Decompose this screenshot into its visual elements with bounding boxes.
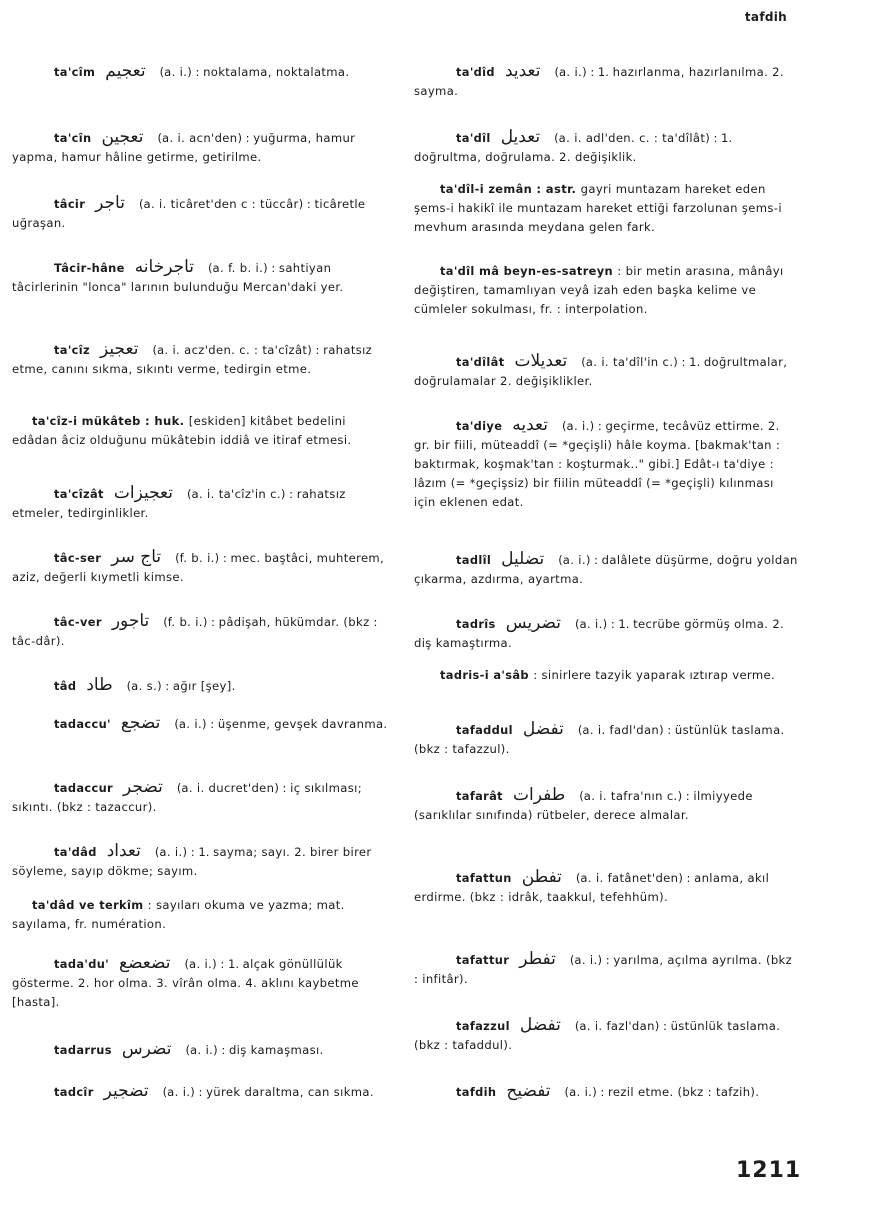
dictionary-entry [12, 676, 390, 696]
dictionary-entry [12, 1082, 390, 1102]
entry-arabic-script: تفطر [519, 949, 556, 969]
entry-arabic-script: تفضل [519, 1015, 561, 1035]
entry-arabic-script: تاجرخانه [134, 257, 195, 277]
entry-definition: (a. i. fadl'dan) : üstünlük taslama. (bkz : tafazzul). [414, 723, 785, 756]
entry-headword: tadlîl [456, 553, 492, 567]
entry-definition: (a. i. adl'den. c. : ta'dîlât) : 1. doğrultma, doğrulama. 2. değişiklik. [414, 131, 733, 164]
dictionary-entry [414, 352, 798, 391]
entry-arabic-script: تضعضع [119, 953, 171, 973]
entry-headword: ta'dâd [54, 845, 97, 859]
entry-headword: tafattun [456, 871, 512, 885]
entry-arabic-script: تفطن [521, 867, 562, 887]
entry-definition: (a. i. ta'dîl'in c.) : 1. doğrultmalar, doğrulamalar 2. değişiklikler. [414, 355, 788, 388]
entry-headword: tafattur [456, 953, 510, 967]
entry-definition: (a. i. acz'den. c. : ta'cîzât) : rahatsız etme, canını sıkma, sıkıntı verme, tedirgin etme. [12, 343, 373, 376]
entry-definition: (a. i.) : noktalama, noktalatma. [159, 65, 350, 79]
entry-headword: tada'du' [54, 957, 110, 971]
entry-arabic-script: طفرات [512, 785, 566, 805]
entry-definition: (a. i. ticâret'den c : tüccâr) : ticâretle uğraşan. [12, 197, 366, 230]
entry-definition: (a. i.) : 1. tecrübe görmüş olma. 2. diş kamaştırma. [414, 617, 785, 650]
entry-headword: ta'dîd [456, 65, 495, 79]
entry-definition: (a. i. fazl'dan) : üstünlük taslama. (bkz : tafaddul). [414, 1019, 781, 1052]
entry-headword: tafazzul [456, 1019, 510, 1033]
entry-arabic-script: تضريس [505, 613, 561, 633]
entry-arabic-script: تضجر [123, 777, 163, 797]
entry-definition: (a. s.) : ağır [şey]. [126, 679, 236, 693]
entry-definition: : sayıları okuma ve yazma; mat. sayılama, fr. numération. [12, 898, 345, 931]
entry-definition: (a. i.) : 1. alçak gönüllülük gösterme. 2. hor olma. 3. vîrân olma. 4. aklını kaybetme [hasta]. [12, 957, 359, 1009]
dictionary-entry [12, 62, 390, 82]
dictionary-entry [12, 340, 390, 379]
dictionary-entry [12, 258, 390, 297]
dictionary-entry [414, 1082, 798, 1102]
entry-domain-abbr: : huk. [144, 414, 189, 428]
page-number: 1211 [736, 1158, 802, 1183]
entry-headword: Tâcir-hâne [54, 261, 125, 275]
entry-headword: ta'cîz [54, 343, 91, 357]
entry-subheadword: ta'cîz-i mükâteb [32, 414, 145, 428]
entry-headword: ta'dîl [456, 131, 491, 145]
entry-arabic-script: تضليل [501, 549, 545, 569]
entry-definition: (a. i. acn'den) : yuğurma, hamur yapma, hamur hâline getirme, getirilme. [12, 131, 356, 164]
entry-headword: tâd [54, 679, 77, 693]
entry-subheadword: ta'dâd ve terkîm [32, 898, 148, 912]
entry-arabic-script: تاجر [95, 193, 125, 213]
dictionary-entry [414, 666, 798, 685]
entry-arabic-script: تعجيزات [113, 483, 173, 503]
entry-definition: (a. i.) : yarılma, açılma ayrılma. (bkz : infitâr). [414, 953, 793, 986]
entry-subheadword: ta'dîl-i zemân [440, 182, 537, 196]
entry-headword: tadrîs [456, 617, 496, 631]
entry-definition: (a. i.) : dalâlete düşürme, doğru yoldan çıkarma, azdırma, ayartma. [414, 553, 798, 586]
dictionary-entry [12, 842, 390, 881]
entry-headword: ta'cîn [54, 131, 92, 145]
dictionary-entry [414, 416, 798, 512]
dictionary-entry [12, 1040, 390, 1060]
entry-definition: (a. i.) : diş kamaşması. [185, 1043, 324, 1057]
entry-definition: (a. i. tafra'nın c.) : ilmiyyede (sarıklılar sınıfında) rütbeler, derece almalar. [414, 789, 753, 822]
entry-definition: (a. i. ducret'den) : iç sıkılması; sıkıntı. (bkz : tazaccur). [12, 781, 362, 814]
entry-headword: ta'dîlât [456, 355, 505, 369]
entry-arabic-script: تعداد [106, 841, 141, 861]
dictionary-entry [414, 128, 798, 167]
entry-headword: tâc-ser [54, 551, 102, 565]
entry-arabic-script: تضجع [120, 713, 161, 733]
dictionary-entry [414, 720, 798, 759]
entry-arabic-script: تعجين [101, 127, 144, 147]
guide-word: tafdih [744, 10, 787, 24]
entry-arabic-script: تاجور [111, 611, 150, 631]
entry-headword: tadcîr [54, 1085, 94, 1099]
entry-headword: tafarât [456, 789, 503, 803]
dictionary-entry [12, 714, 390, 734]
entry-definition: : bir metin arasına, mânâyı değiştiren, tamamlıyan veyâ izah eden başka kelime ve cümleler sokulması, fr. : interpolation. [414, 264, 784, 316]
entry-headword: ta'diye [456, 419, 503, 433]
entry-headword: tâc-ver [54, 615, 102, 629]
entry-definition: (a. i. ta'cîz'in c.) : rahatsız etmeler, tedirginlikler. [12, 487, 346, 520]
dictionary-entry [12, 412, 390, 450]
dictionary-entry [12, 954, 390, 1012]
entry-headword: tâcir [54, 197, 86, 211]
dictionary-entry [414, 1016, 798, 1055]
entry-headword: tafaddul [456, 723, 513, 737]
entry-definition: gayri muntazam hareket eden şems-i hakikî ile muntazam hareket ettiği farzolunan şems-i mevhum arasında meydana gelen fark. [414, 182, 782, 234]
entry-definition: [eskiden] kitâbet bedelini edâdan âciz olduğunu mükâtebin iddiâ ve itiraf etmesi. [12, 414, 352, 447]
entry-arabic-script: تعديل [500, 127, 541, 147]
entry-headword: tadaccu' [54, 717, 111, 731]
dictionary-entry [414, 786, 798, 825]
dictionary-entry [12, 484, 390, 523]
entry-arabic-script: تعجيم [105, 61, 146, 81]
dictionary-entry [12, 194, 390, 233]
entry-arabic-script: تعديه [512, 415, 548, 435]
entry-headword: tadarrus [54, 1043, 112, 1057]
dictionary-entry [414, 950, 798, 989]
entry-headword: ta'cîzât [54, 487, 104, 501]
dictionary-entry [414, 62, 798, 101]
entry-definition: (a. f. b. i.) : sahtiyan tâcirlerinin "lonca" larının bulunduğu Mercan'daki yer. [12, 261, 344, 294]
entry-definition: (a. i.) : üşenme, gevşek davranma. [174, 717, 388, 731]
entry-arabic-script: تعديد [504, 61, 541, 81]
entry-definition: (a. i.) : rezil etme. (bkz : tafzih). [564, 1085, 760, 1099]
entry-definition: : sinirlere tazyik yaparak ıztırap verme. [533, 668, 776, 682]
entry-definition: (a. i.) : 1. sayma; sayı. 2. birer birer söyleme, sayıp dökme; sayım. [12, 845, 372, 878]
entry-subheadword: tadris-i a'sâb [440, 668, 534, 682]
dictionary-entry [414, 868, 798, 907]
dictionary-entry [414, 262, 798, 319]
dictionary-entry [12, 612, 390, 651]
entry-definition: (a. i.) : geçirme, tecâvüz ettirme. 2. gr. bir fiili, müteaddî (= *geçişli) hâle koyma. [bakmak'tan : baktırmak, koşmak'tan : koşturmak.." gibi.] Edât-ı ta'diye : lâzım (= *geçişsiz) bir fiilin müteaddî (= *geçişli) kılınması için eklenen edat. [414, 419, 781, 509]
entry-headword: tafdih [456, 1085, 497, 1099]
entry-arabic-script: تضرس [121, 1039, 172, 1059]
entry-arabic-script: تعديلات [514, 351, 568, 371]
entry-arabic-script: تفضيح [506, 1081, 551, 1101]
dictionary-entry [414, 180, 798, 237]
entry-domain-abbr: : astr. [536, 182, 581, 196]
entry-arabic-script: تضجير [103, 1081, 149, 1101]
entry-arabic-script: تفضل [522, 719, 564, 739]
entry-subheadword: ta'dîl mâ beyn-es-satreyn [440, 264, 618, 278]
entry-arabic-script: تعجيز [100, 339, 139, 359]
entry-arabic-script: تاج سر [111, 547, 162, 567]
entry-definition: (a. i. fatânet'den) : anlama, akıl erdirme. (bkz : idrâk, taakkul, tefehhüm). [414, 871, 770, 904]
dictionary-entry [12, 778, 390, 817]
entry-definition: (a. i.) : yürek daraltma, can sıkma. [162, 1085, 374, 1099]
dictionary-entry [12, 548, 390, 587]
dictionary-entry [12, 896, 390, 934]
entry-definition: (f. b. i.) : mec. baştâci, muhterem, aziz, değerli kıymetli kimse. [12, 551, 385, 584]
entry-definition: (a. i.) : 1. hazırlanma, hazırlanılma. 2. sayma. [414, 65, 784, 98]
entry-arabic-script: طاد [86, 675, 113, 695]
entry-headword: tadaccur [54, 781, 114, 795]
dictionary-entry [12, 128, 390, 167]
entry-definition: (f. b. i.) : pâdişah, hükümdar. (bkz : tâc-dâr). [12, 615, 378, 648]
dictionary-entry [414, 614, 798, 653]
dictionary-entry [414, 550, 798, 589]
entry-headword: ta'cîm [54, 65, 96, 79]
